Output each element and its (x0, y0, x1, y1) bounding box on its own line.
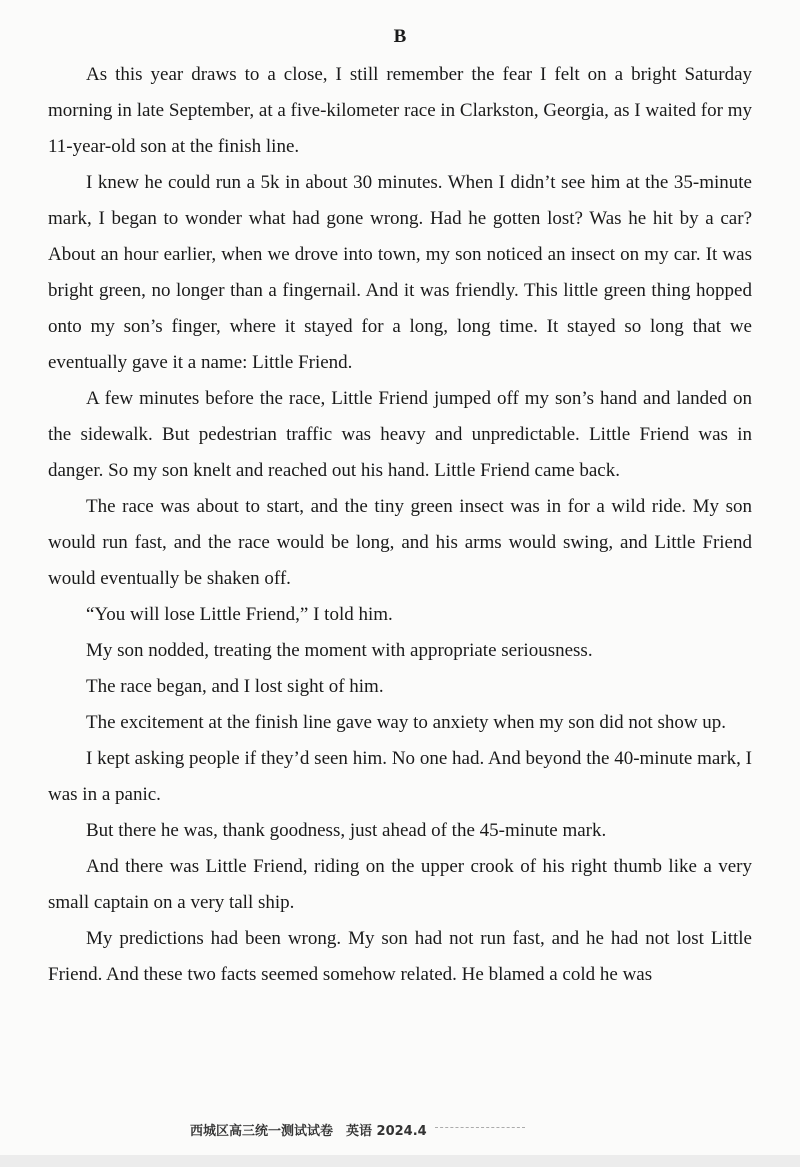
paragraph: And there was Little Friend, riding on the upper crook of his right thumb like a very small captain on a very tall ship. (48, 856, 752, 913)
section-label: B (393, 26, 407, 47)
paragraph: The race was about to start, and the tiny green insect was in for a wild ride. My son would run fast, and the race would be long, and his arms would swing, and Little Friend would eventually be shaken off. (48, 496, 752, 589)
paragraph: As this year draws to a close, I still remember the fear I felt on a bright Saturday morning in late September, at a five-kilometer race in Clarkston, Georgia, as I waited for my 11-year-old son at the finish line. (48, 64, 752, 157)
paragraph: The race began, and I lost sight of him. (86, 676, 384, 697)
paragraph: My predictions had been wrong. My son had not run fast, and he had not lost Little Friend. And these two facts seemed somehow related. He blamed a cold he was (48, 928, 752, 985)
paragraph: But there he was, thank goodness, just ahead of the 45-minute mark. (86, 820, 607, 841)
footer-page-info-smudge (435, 1127, 525, 1136)
bottom-edge (0, 1155, 800, 1167)
paragraph: I kept asking people if they’d seen him. No one had. And beyond the 40-minute mark, I was in a panic. (48, 748, 752, 805)
paragraph: The excitement at the finish line gave way to anxiety when my son did not show up. (86, 712, 727, 733)
paragraph: I knew he could run a 5k in about 30 minutes. When I didn’t see him at the 35-minute mark, I began to wonder what had gone wrong. Had he gotten lost? Was he hit by a car? About an hour earlier, when we drove into town, my son noticed an insect on my car. It was bright green, no longer than a fingernail. And it was friendly. This little green thing hopped onto my son’s finger, where it stayed for a long, long time. It stayed so long that we eventually gave it a name: Little Friend. (48, 172, 752, 373)
paragraph: A few minutes before the race, Little Friend jumped off my son’s hand and landed on the sidewalk. But pedestrian traffic was heavy and unpredictable. Little Friend was in danger. So my son knelt and reached out his hand. Little Friend came back. (48, 388, 752, 481)
passage-body (48, 57, 752, 993)
page-footer (190, 1120, 525, 1139)
paragraph: My son nodded, treating the moment with appropriate seriousness. (86, 640, 593, 661)
paragraph: “You will lose Little Friend,” I told him. (86, 604, 393, 625)
footer-text: 西城区高三统一测试试卷 英语 2024.4 (190, 1124, 427, 1139)
